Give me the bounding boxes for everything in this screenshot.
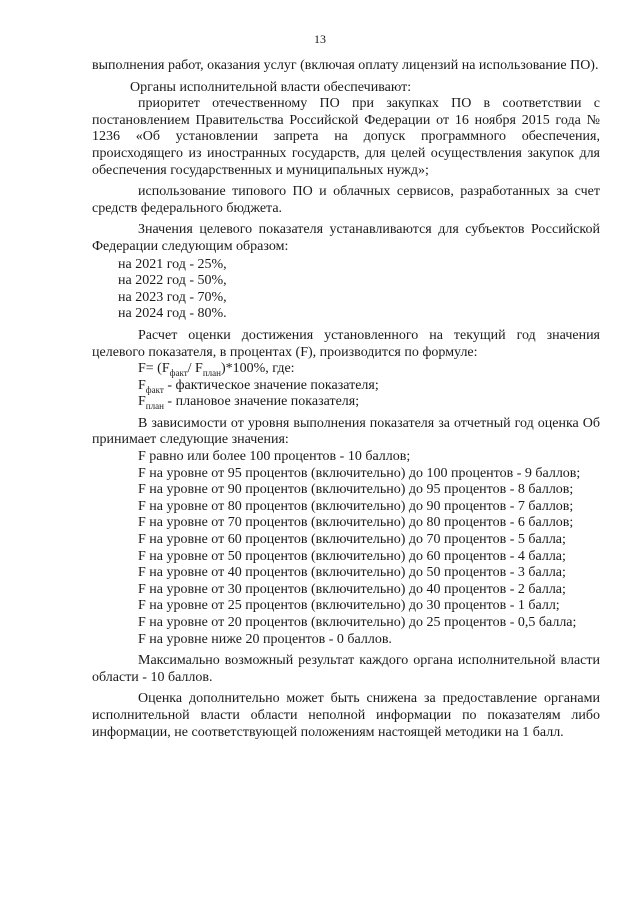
paragraph-intro: выполнения работ, оказания услуг (включая оплату лицензий на использование ПО). — [92, 58, 599, 73]
paragraph-reduction: Оценка дополнительно может быть снижена за предоставление органами исполнительной власти области неполной информации по показателям либо информации, не соответствующей положениям настоящей методики на 1 балл. — [92, 691, 600, 740]
paragraph-authorities: Органы исполнительной власти обеспечивают: — [130, 79, 412, 95]
score-item: F равно или более 100 процентов - 10 баллов; — [138, 449, 411, 465]
score-item: F на уровне от 50 процентов (включительно) до 60 процентов - 4 балла; — [138, 548, 566, 564]
paragraph-calculation: Расчет оценки достижения установленного на текущий год значения целевого показателя, в процентах (F), производится по формуле: — [92, 327, 600, 360]
score-item: F на уровне от 40 процентов (включительно) до 50 процентов - 3 балла; — [138, 565, 566, 581]
paragraph-typical-software: использование типового ПО и облачных сервисов, разработанных за счет средств федерального бюджета. — [92, 184, 600, 216]
paragraph-max-result: Максимально возможный результат каждого органа исполнительной власти области - 10 баллов. — [92, 653, 600, 685]
score-item: F на уровне от 80 процентов (включительно) до 90 процентов - 7 баллов; — [138, 498, 574, 514]
target-item: на 2021 год - 25%, — [118, 256, 227, 272]
score-item: F на уровне от 70 процентов (включительно) до 80 процентов - 6 баллов; — [138, 515, 574, 531]
score-item: F на уровне от 95 процентов (включительно) до 100 процентов - 9 баллов; — [138, 465, 581, 481]
page-number: 13 — [314, 32, 326, 46]
definition-fact: $F_{факт}$ - фактическое значение показателя; — [138, 377, 379, 395]
paragraph-priority: приоритет отечественному ПО при закупках ПО в соответствии с постановлением Правительства Российской Федерации от 16 ноября 2015 года № 1236 «Об установлении запрета на допуск программного обеспечения, происходящего из иностранных государств, для целей осуществления закупок для обеспечения государственных и муниципальных нужд»; — [92, 96, 600, 178]
document-body — [92, 58, 600, 741]
paragraph-dependency: В зависимости от уровня выполнения показателя за отчетный год оценка Об принимает следующие значения: — [92, 415, 600, 448]
definition-plan: $F_{план}$ - плановое значение показателя; — [138, 394, 360, 412]
target-item: на 2022 год - 50%, — [118, 273, 227, 289]
score-item: F на уровне от 25 процентов (включительно) до 30 процентов - 1 балл; — [138, 598, 560, 614]
score-item: F на уровне ниже 20 процентов - 0 баллов. — [138, 631, 392, 647]
paragraph-target-values: Значения целевого показателя устанавливаются для субъектов Российской Федерации следующим образом: — [92, 222, 600, 254]
score-item: F на уровне от 90 процентов (включительно) до 95 процентов - 8 баллов; — [138, 482, 574, 498]
target-item: на 2023 год - 70%, — [118, 289, 227, 305]
score-item: F на уровне от 30 процентов (включительно) до 40 процентов - 2 балла; — [138, 581, 566, 597]
score-list — [92, 449, 600, 648]
target-item: на 2024 год - 80%. — [118, 306, 227, 322]
formula: $F= (F_{факт}/$ $F_{план})*100\%$, где: — [138, 361, 295, 378]
score-item: F на уровне от 60 процентов (включительно) до 70 процентов - 5 балла; — [138, 532, 566, 548]
score-item: F на уровне от 20 процентов (включительно) до 25 процентов - 0,5 балла; — [138, 615, 577, 630]
target-list — [92, 257, 600, 323]
